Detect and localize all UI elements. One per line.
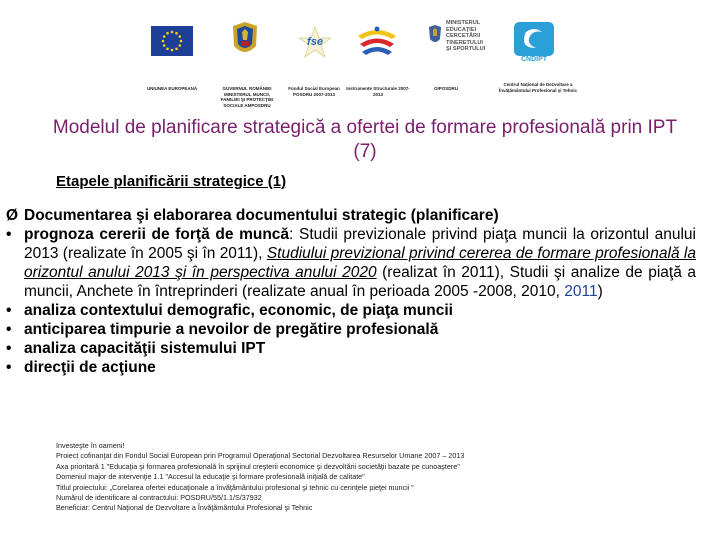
instrumente-caption: Instrumente Structurale 2007-2013 bbox=[346, 86, 410, 97]
list-item bbox=[6, 320, 696, 339]
ministry-line: MINISTERUL bbox=[446, 20, 481, 26]
footer-line: Beneficiar: Centrul Naţional de Dezvoltare a Învăţământului Profesional şi Tehnic bbox=[56, 503, 313, 513]
cndipt-logo bbox=[512, 20, 556, 64]
list-item-text: direcţii de acţiune bbox=[24, 359, 156, 376]
forecast-text: ) bbox=[597, 283, 603, 300]
fse-caption: Fondul Social European POSDRU 2007-2013 bbox=[288, 86, 340, 97]
list-item-text: anticiparea timpurie a nevoilor de pregătire profesională bbox=[24, 321, 439, 338]
oiposdru-caption: OIPOSDRU bbox=[433, 86, 458, 91]
list-item bbox=[6, 225, 696, 301]
year-highlight: 2011 bbox=[564, 283, 598, 300]
bullet-icon: • bbox=[6, 321, 12, 338]
instrumente-structurale-icon bbox=[354, 22, 400, 62]
ministry-name-block bbox=[446, 20, 485, 53]
ministry-caption: GUVERNUL ROMÂNIEI MINISTERUL MUNCII, FAMILIEI ŞI PROTECŢIEI SOCIALE AMPOSDRU bbox=[220, 86, 274, 108]
ministerul-educatiei-logo bbox=[428, 18, 498, 68]
bullet-icon: • bbox=[6, 226, 12, 243]
list-item bbox=[6, 339, 696, 358]
footer-line: Investeşte în oameni! bbox=[56, 441, 125, 450]
footer-line: Titlul proiectului: „Corelarea ofertei educaţionale a învăţământului profesional şi tehnic cu cerinţele pieţei muncii ” bbox=[56, 482, 414, 492]
footer-line: Numărul de identificare al contractului: POSDRU/55/1.1/S/37932 bbox=[56, 493, 262, 503]
fse-logo bbox=[298, 26, 332, 60]
ministry-line: CERCETĂRII bbox=[446, 33, 481, 40]
ministry-crest-icon bbox=[428, 24, 442, 46]
forecast-bold-text: prognoza cererii de forţă de muncă bbox=[24, 226, 290, 243]
content-list bbox=[6, 206, 696, 377]
ministry-line: EDUCAŢIEI bbox=[446, 26, 477, 33]
footer-line: Axa prioritară 1 "Educaţia şi formarea profesională în sprijinul creşterii economice şi dezvoltării societăţii bazate pe cunoaştere" bbox=[56, 461, 460, 471]
slide-title: Modelul de planificare strategică a ofertei de formare profesională prin IPT (7) bbox=[52, 117, 678, 162]
cndipt-text: CNDIPT bbox=[520, 56, 548, 63]
list-item-text bbox=[24, 225, 696, 301]
project-footer bbox=[56, 441, 696, 514]
logo-strip bbox=[0, 14, 720, 108]
fse-text: fse bbox=[307, 36, 323, 48]
heading-text: Documentarea şi elaborarea documentului strategic (planificare) bbox=[24, 207, 499, 224]
list-item bbox=[6, 358, 696, 377]
cndipt-mark-icon bbox=[512, 20, 556, 58]
ministry-line: ŞI SPORTULUI bbox=[446, 46, 486, 53]
list-item-text: analiza contextului demografic, economic, de piaţa muncii bbox=[24, 302, 453, 319]
list-item-text: analiza capacităţii sistemului IPT bbox=[24, 340, 266, 357]
footer-line: Proiect cofinanţat din Fondul Social European prin Programul Operaţional Sectorial Dezvoltarea Resurselor Umane 2007 – 2013 bbox=[56, 451, 465, 461]
bullet-icon: • bbox=[6, 302, 12, 319]
forecast-text: (realizat în 2011), Studii şi analize de piaţă a muncii, Anchete în întreprinderi (realizate anual în perioada 2005 -2008, 2010, bbox=[24, 264, 696, 300]
forecast-text: : Studii previzionale privind piaţa muncii la orizontul anului 2013 (realizate în 2005 şi în 2011), bbox=[24, 226, 696, 262]
romania-coat-of-arms-logo bbox=[230, 20, 260, 60]
heading-row bbox=[6, 206, 696, 225]
cndipt-caption: Centrul Naţional de Dezvoltare a Învăţământului Profesional şi Tehnic bbox=[499, 82, 577, 93]
bullet-icon: • bbox=[6, 340, 12, 357]
instrumente-structurale-logo bbox=[354, 22, 400, 62]
section-subtitle: Etapele planificării strategice (1) bbox=[56, 173, 287, 190]
eu-flag-icon bbox=[151, 26, 193, 56]
arrow-bullet-icon: Ø bbox=[6, 207, 19, 224]
ministry-line: TINERETULUI bbox=[446, 39, 483, 46]
study-title-text: Studiului previzional privind cererea de formare profesională la orizontul anului 2013 şi în perspectiva anului 2020 bbox=[24, 245, 696, 281]
eu-caption: UNIUNEA EUROPEANĂ bbox=[146, 86, 198, 91]
list-item bbox=[6, 301, 696, 320]
footer-line: Domeniul major de intervenţie 1.1 "Accesul la educaţie şi formare profesională iniţială de calitate" bbox=[56, 472, 365, 482]
coat-of-arms-icon bbox=[230, 20, 260, 60]
bullet-icon: • bbox=[6, 359, 12, 376]
eu-flag-logo bbox=[151, 26, 193, 56]
